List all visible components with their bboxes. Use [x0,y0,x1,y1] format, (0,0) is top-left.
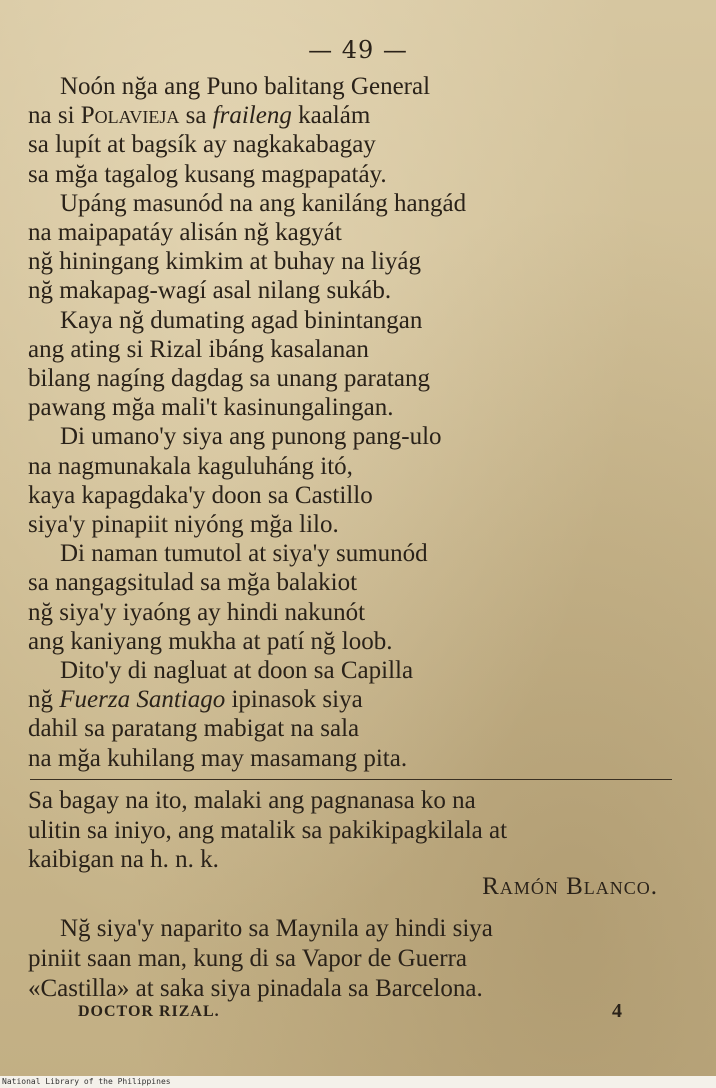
letter-paragraph [28,786,678,875]
footer-signature-mark: 4 [612,1000,622,1022]
closing-line: piniit saan man, kung di sa Vapor de Guerra [28,945,468,972]
verse-line: Kaya nğ dumating agad binintangan [60,306,423,334]
verse-fragment: Fuerza Santiago [59,686,226,714]
verse-line: kaya kapagdaka'y doon sa Castillo [28,481,373,509]
verse-line: Upáng masunód na ang kaniláng hangád [60,189,467,217]
verse-fragment: na si [28,102,81,130]
verse-line: nğ makapag-wagí asal nilang sukáb. [28,277,392,305]
page-number: — 49 — [308,36,408,64]
letter-line: ulitin sa iniyo, ang matalik sa pakikipagkilala at [28,816,508,844]
verse-line: na maipapatáy alisán nğ kagyát [28,219,342,247]
verse-line: pawang mğa mali't kasinungalingan. [28,394,394,422]
verse-line: sa lupít at bagsík ay nagkakabagay [28,131,376,159]
verse-line: bilang nagíng dagdag sa unang paratang [28,365,430,393]
verse-line: Di naman tumutol at siya'y sumunód [60,540,428,568]
verse-line: sa nangagsitulad sa mğa balakiot [28,569,358,597]
verse-line: sa mğa tagalog kusang magpapatáy. [28,160,387,188]
verse-line: Di umano'y siya ang punong pang-ulo [60,423,442,451]
closing-line: Nğ siya'y naparito sa Maynila ay hindi siya [60,915,493,942]
verse-line [28,685,688,714]
verse-line: ang ating si Rizal ibáng kasalanan [28,335,369,363]
verse-line: siya'y pinapiit niyóng mğa lilo. [28,511,339,539]
verse-fragment: kaalám [291,102,371,130]
verse-line: Noón nğa ang Puno balitang General [60,73,431,100]
verse-fragment: fraileng [212,102,292,130]
letter-line: kaibigan na h. n. k. [28,846,219,873]
verse-line: ang kaniyang mukha at patí nğ loob. [28,627,393,655]
closing-line: «Castilla» at saka siya pinadala sa Barcelona. [28,975,483,1002]
verse-line: Dito'y di nagluat at doon sa Capilla [60,657,414,685]
letter-line: Sa bagay na ito, malaki ang pagnanasa ko na [28,787,476,814]
verse-line: na nagmunakala kaguluháng itó, [28,452,353,480]
verse-line: dahil sa paratang mabigat na sala [28,715,360,743]
verse-fragment: ipinasok siya [225,686,363,714]
verse-line: nğ hiningang kimkim at buhay na liyág [28,248,421,276]
verse-fragment: nğ [28,686,60,714]
poem-verse [28,72,688,773]
verse-fragment: sa [179,102,213,130]
verse-line: nğ siya'y iyaóng ay hindi nakunót [28,598,366,626]
closing-paragraph [28,914,683,1004]
library-credit: National Library of the Philippines [0,1076,716,1088]
footer-running-title: DOCTOR RIZAL. [78,1003,220,1020]
verse-fragment: Polavieja [80,102,180,130]
signature: Ramón Blanco. [482,873,658,900]
verse-line [28,101,688,130]
section-divider [30,779,672,780]
verse-line: na mğa kuhilang may masamang pita. [28,744,408,772]
